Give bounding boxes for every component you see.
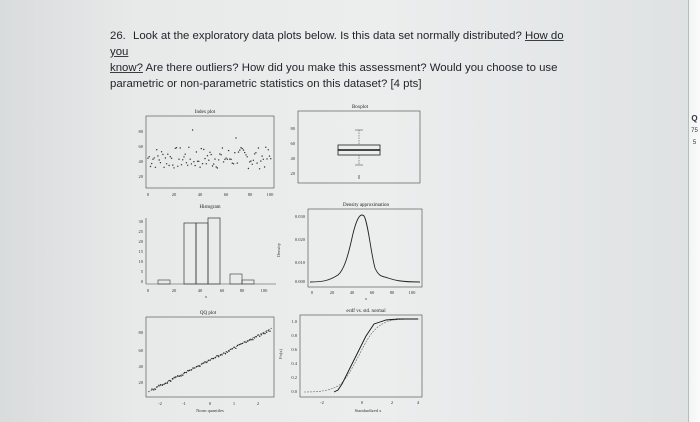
- qq-point: [239, 344, 240, 345]
- density-ytick: 0.030: [294, 214, 305, 219]
- qq-point: [165, 383, 166, 384]
- boxplot-ytick: 40: [290, 156, 295, 161]
- qq-xtick: -1: [182, 401, 186, 406]
- histogram-xlabel: x: [204, 294, 208, 299]
- index-point: [162, 154, 163, 155]
- index-ytick: 80: [138, 129, 143, 134]
- qq-point: [237, 345, 238, 346]
- qq-point: [192, 367, 193, 368]
- index-point: [235, 137, 236, 138]
- index-point: [218, 159, 219, 160]
- histogram-xtick: 60: [219, 288, 225, 293]
- index-point: [214, 158, 215, 159]
- index-point: [173, 167, 174, 168]
- index-point: [250, 160, 251, 161]
- index-point: [163, 167, 164, 168]
- index-point: [175, 148, 176, 149]
- qq-point: [180, 375, 181, 376]
- density-xtick: 80: [389, 290, 395, 295]
- qq-point: [209, 360, 210, 361]
- index-point: [228, 150, 229, 151]
- qq-point: [168, 380, 169, 381]
- density-xtick: 0: [310, 290, 314, 295]
- handwritten-note-2: know?: [110, 62, 143, 74]
- qq-point: [266, 332, 267, 333]
- index-point: [260, 160, 261, 161]
- boxplot: [282, 103, 422, 189]
- histogram-xtick: 40: [197, 288, 203, 293]
- qq-point: [189, 370, 190, 371]
- index-point: [191, 163, 192, 164]
- qq-point: [199, 366, 200, 367]
- ecdf-xtick: 4: [416, 400, 420, 405]
- qq-point: [242, 343, 243, 344]
- boxplot-ytick: 60: [290, 141, 295, 146]
- qq-xtick: -2: [158, 401, 162, 406]
- qq-point: [206, 362, 207, 363]
- density-ytick: 0.020: [294, 237, 305, 242]
- index-point: [258, 147, 259, 148]
- ecdf-ytick: 0.6: [291, 347, 297, 352]
- index-point: [217, 167, 218, 168]
- index-point: [219, 153, 220, 154]
- qq-point: [232, 348, 233, 349]
- qq-xtick: 1: [232, 401, 236, 406]
- ecdf-normal-curve: [304, 319, 420, 392]
- index-point: [176, 147, 177, 148]
- index-point: [207, 155, 208, 156]
- index-point: [199, 167, 200, 168]
- qq-xlabel: Norm quantiles: [196, 408, 224, 413]
- index-point: [230, 159, 231, 160]
- index-xtick: 100: [266, 192, 274, 197]
- qq-point: [162, 385, 163, 386]
- qq-point: [158, 385, 159, 386]
- index-xtick: 80: [247, 192, 253, 197]
- ecdf-ytick: 0.0: [291, 389, 297, 394]
- index-point: [211, 154, 212, 155]
- qq-xtick: 2: [256, 401, 260, 406]
- ecdf-ytick: 0.4: [291, 361, 297, 366]
- index-point: [161, 151, 162, 152]
- qq-point: [201, 363, 202, 364]
- histogram-bar: [230, 274, 242, 284]
- question-line-3: parametric or non-parametric statistics on this dataset? [4 pts]: [110, 78, 422, 90]
- histogram-ytick: 30: [138, 219, 143, 224]
- histogram-ytick: 10: [138, 259, 143, 264]
- qq-point: [172, 378, 173, 379]
- adjacent-page-number: 5: [692, 140, 697, 146]
- ecdf-ytick: 1.0: [291, 319, 297, 324]
- index-point: [177, 166, 178, 167]
- qq-point: [251, 339, 252, 340]
- histogram-title: Histogram: [199, 205, 221, 210]
- density-xtick: 60: [369, 290, 375, 295]
- ecdf-xtick: -2: [320, 400, 324, 405]
- adjacent-page-edge: [688, 0, 700, 422]
- density-xlabel: x: [364, 296, 368, 301]
- index-point: [152, 159, 153, 160]
- index-point: [225, 157, 226, 158]
- index-point: [227, 159, 228, 160]
- index-point: [171, 158, 172, 159]
- boxplot-frame: [298, 111, 420, 183]
- qq-frame: [146, 317, 274, 397]
- index-point: [149, 156, 150, 157]
- qq-ytick: 80: [138, 330, 143, 335]
- histogram-xtick: 0: [146, 288, 150, 293]
- qq-point: [216, 355, 217, 356]
- ecdf-plot: [276, 304, 426, 418]
- index-point: [187, 165, 188, 166]
- qq-point: [233, 347, 234, 348]
- index-point: [201, 148, 202, 149]
- index-point: [234, 152, 235, 153]
- index-point: [268, 149, 269, 150]
- qq-point: [235, 348, 236, 349]
- index-point: [182, 159, 183, 160]
- qq-point: [249, 339, 250, 340]
- index-point: [254, 153, 255, 154]
- index-point: [194, 165, 195, 166]
- index-point: [221, 154, 222, 155]
- qq-point: [179, 376, 180, 377]
- index-point: [147, 158, 148, 159]
- histogram-bar: [184, 223, 196, 284]
- qq-point: [256, 336, 257, 337]
- index-point: [232, 163, 233, 164]
- qq-ytick: 40: [138, 364, 143, 369]
- qq-xtick: 0: [208, 401, 212, 406]
- question-text: [110, 28, 580, 92]
- ecdf-title: ecdf vs. std. normal: [346, 309, 386, 314]
- histogram-xtick: 20: [171, 288, 177, 293]
- qq-point: [259, 336, 260, 337]
- index-point: [203, 149, 204, 150]
- qq-points: [151, 330, 270, 391]
- index-point: [154, 157, 155, 158]
- density-xtick: 100: [408, 290, 416, 295]
- index-point: [192, 129, 193, 130]
- density-curve: [310, 215, 420, 282]
- index-point: [240, 147, 241, 148]
- histogram: [130, 200, 280, 298]
- qq-point: [215, 357, 216, 358]
- index-point: [224, 159, 225, 160]
- qq-point: [187, 370, 188, 371]
- index-point: [263, 159, 264, 160]
- qq-point: [263, 333, 264, 334]
- index-xtick: 60: [223, 192, 229, 197]
- ecdf-frame: [300, 315, 422, 397]
- index-point: [185, 154, 186, 155]
- index-xtick: 40: [197, 192, 203, 197]
- qq-point: [170, 381, 171, 382]
- qq-point: [245, 342, 246, 343]
- qq-point: [155, 389, 156, 390]
- qq-point: [167, 382, 168, 383]
- qq-point: [261, 334, 262, 335]
- boxplot-ytick: 80: [290, 126, 295, 131]
- question-line-1: Look at the exploratory data plots below. Is this data set normally distributed?: [133, 30, 522, 42]
- qq-point: [151, 388, 152, 389]
- index-point: [244, 152, 245, 153]
- qq-point: [204, 361, 205, 362]
- histogram-bar: [208, 218, 220, 284]
- index-ytick: 20: [138, 174, 143, 179]
- density-frame: [308, 209, 422, 287]
- index-point: [204, 158, 205, 159]
- index-point: [167, 154, 168, 155]
- index-point: [186, 162, 187, 163]
- boxplot-title: Boxplot: [351, 105, 369, 110]
- index-xtick: 20: [171, 192, 177, 197]
- index-point: [248, 168, 249, 169]
- index-point: [197, 161, 198, 162]
- index-ytick: 40: [138, 159, 143, 164]
- qq-point: [198, 365, 199, 366]
- qq-point: [184, 372, 185, 373]
- density-plot: [276, 198, 426, 300]
- qq-point: [153, 389, 154, 390]
- ecdf-ylabel: Fn(x): [278, 349, 283, 359]
- index-point: [168, 165, 169, 166]
- index-point: [212, 165, 213, 166]
- qq-point: [269, 331, 270, 332]
- index-point: [264, 166, 265, 167]
- qq-point: [230, 349, 231, 350]
- index-point: [190, 159, 191, 160]
- qq-point: [240, 343, 241, 344]
- index-point: [270, 158, 271, 159]
- index-point: [160, 162, 161, 163]
- density-ytick: 0.010: [294, 260, 305, 265]
- index-point: [196, 151, 197, 152]
- qq-point: [186, 372, 187, 373]
- index-point: [155, 167, 156, 168]
- histogram-bar: [242, 280, 254, 284]
- index-point: [243, 149, 244, 150]
- qq-point: [211, 358, 212, 359]
- qq-plot: [130, 306, 280, 418]
- ecdf-step-line: [334, 319, 418, 392]
- qq-point: [203, 362, 204, 363]
- ecdf-xlabel: Standardized x: [354, 408, 382, 413]
- qq-point: [223, 352, 224, 353]
- index-point: [166, 163, 167, 164]
- index-xtick: 0: [146, 192, 150, 197]
- histogram-ytick: 20: [138, 239, 143, 244]
- qq-point: [196, 366, 197, 367]
- index-point: [208, 160, 209, 161]
- index-point: [229, 158, 230, 159]
- qq-point: [228, 351, 229, 352]
- histogram-ytick: 5: [140, 269, 143, 274]
- index-point: [193, 161, 194, 162]
- qq-point: [191, 369, 192, 370]
- index-point: [222, 147, 223, 148]
- density-xtick: 20: [329, 290, 335, 295]
- qq-point: [252, 339, 253, 340]
- qq-point: [177, 375, 178, 376]
- qq-ytick: 20: [138, 380, 143, 385]
- index-point: [256, 162, 257, 163]
- index-point: [159, 159, 160, 160]
- adjacent-page-letter: Q: [691, 114, 698, 123]
- index-point: [242, 148, 243, 149]
- index-plot-title: Index plot: [194, 110, 216, 115]
- index-point: [170, 156, 171, 157]
- histogram-bar: [196, 223, 208, 284]
- index-point: [239, 149, 240, 150]
- ecdf-ytick: 0.8: [291, 333, 297, 338]
- index-plot: [130, 108, 280, 200]
- qq-point: [221, 354, 222, 355]
- index-point: [150, 166, 151, 167]
- qq-point: [194, 367, 195, 368]
- density-xtick: 40: [349, 290, 355, 295]
- qq-point: [213, 358, 214, 359]
- index-point: [216, 166, 217, 167]
- index-point: [202, 163, 203, 164]
- index-point: [151, 163, 152, 164]
- index-point: [245, 154, 246, 155]
- index-ytick: 60: [138, 144, 143, 149]
- index-point: [269, 155, 270, 156]
- adjacent-page-number: 75: [691, 128, 698, 134]
- qq-point: [225, 353, 226, 354]
- index-points: [147, 129, 271, 169]
- histogram-ytick: 25: [138, 229, 143, 234]
- index-point: [178, 159, 179, 160]
- index-point: [172, 164, 173, 165]
- qq-point: [156, 386, 157, 387]
- index-point: [247, 156, 248, 157]
- index-point: [253, 160, 254, 161]
- density-title: Density approximation: [343, 203, 389, 208]
- index-point: [206, 163, 207, 164]
- index-point: [266, 158, 267, 159]
- histogram-bar: [158, 280, 170, 284]
- index-point: [181, 164, 182, 165]
- qq-point: [175, 376, 176, 377]
- ecdf-xtick: 2: [390, 400, 394, 405]
- histogram-xtick: 80: [239, 288, 245, 293]
- index-point: [213, 163, 214, 164]
- qq-point: [257, 334, 258, 335]
- histogram-xtick: 100: [260, 288, 268, 293]
- index-point: [255, 152, 256, 153]
- index-point: [156, 149, 157, 150]
- question-number: 26.: [110, 30, 126, 42]
- index-point: [198, 161, 199, 162]
- index-point: [261, 155, 262, 156]
- index-point: [259, 168, 260, 169]
- index-point: [237, 162, 238, 163]
- qq-title: QQ plot: [199, 311, 217, 316]
- index-point: [209, 152, 210, 153]
- histogram-ytick: 15: [138, 249, 143, 254]
- index-point: [249, 161, 250, 162]
- qq-point: [174, 377, 175, 378]
- density-ylabel: Density: [276, 243, 281, 257]
- index-point: [238, 151, 239, 152]
- qq-point: [218, 356, 219, 357]
- qq-point: [247, 341, 248, 342]
- index-point: [188, 147, 189, 148]
- handwritten-note-1: How do you: [110, 30, 564, 58]
- qq-point: [264, 333, 265, 334]
- index-point: [265, 147, 266, 148]
- histogram-ytick: 0: [140, 279, 143, 284]
- qq-point: [182, 375, 183, 376]
- ecdf-xtick: 0: [360, 400, 364, 405]
- qq-point: [254, 337, 255, 338]
- index-point: [183, 156, 184, 157]
- qq-ytick: 60: [138, 348, 143, 353]
- density-ytick: 0.000: [294, 279, 305, 284]
- index-point: [233, 163, 234, 164]
- index-point: [165, 157, 166, 158]
- qq-point: [163, 384, 164, 385]
- index-point: [223, 161, 224, 162]
- index-point: [180, 147, 181, 148]
- index-point: [252, 164, 253, 165]
- qq-point: [208, 360, 209, 361]
- index-point: [157, 155, 158, 156]
- qq-point: [220, 354, 221, 355]
- boxplot-ytick: 20: [290, 171, 295, 176]
- ecdf-ytick: 0.2: [291, 375, 297, 380]
- qq-point: [160, 384, 161, 385]
- qq-point: [227, 352, 228, 353]
- qq-point: [268, 330, 269, 331]
- question-line-2: Are there outliers? How did you make this assessment? Would you choose to use: [145, 62, 558, 74]
- qq-point: [244, 341, 245, 342]
